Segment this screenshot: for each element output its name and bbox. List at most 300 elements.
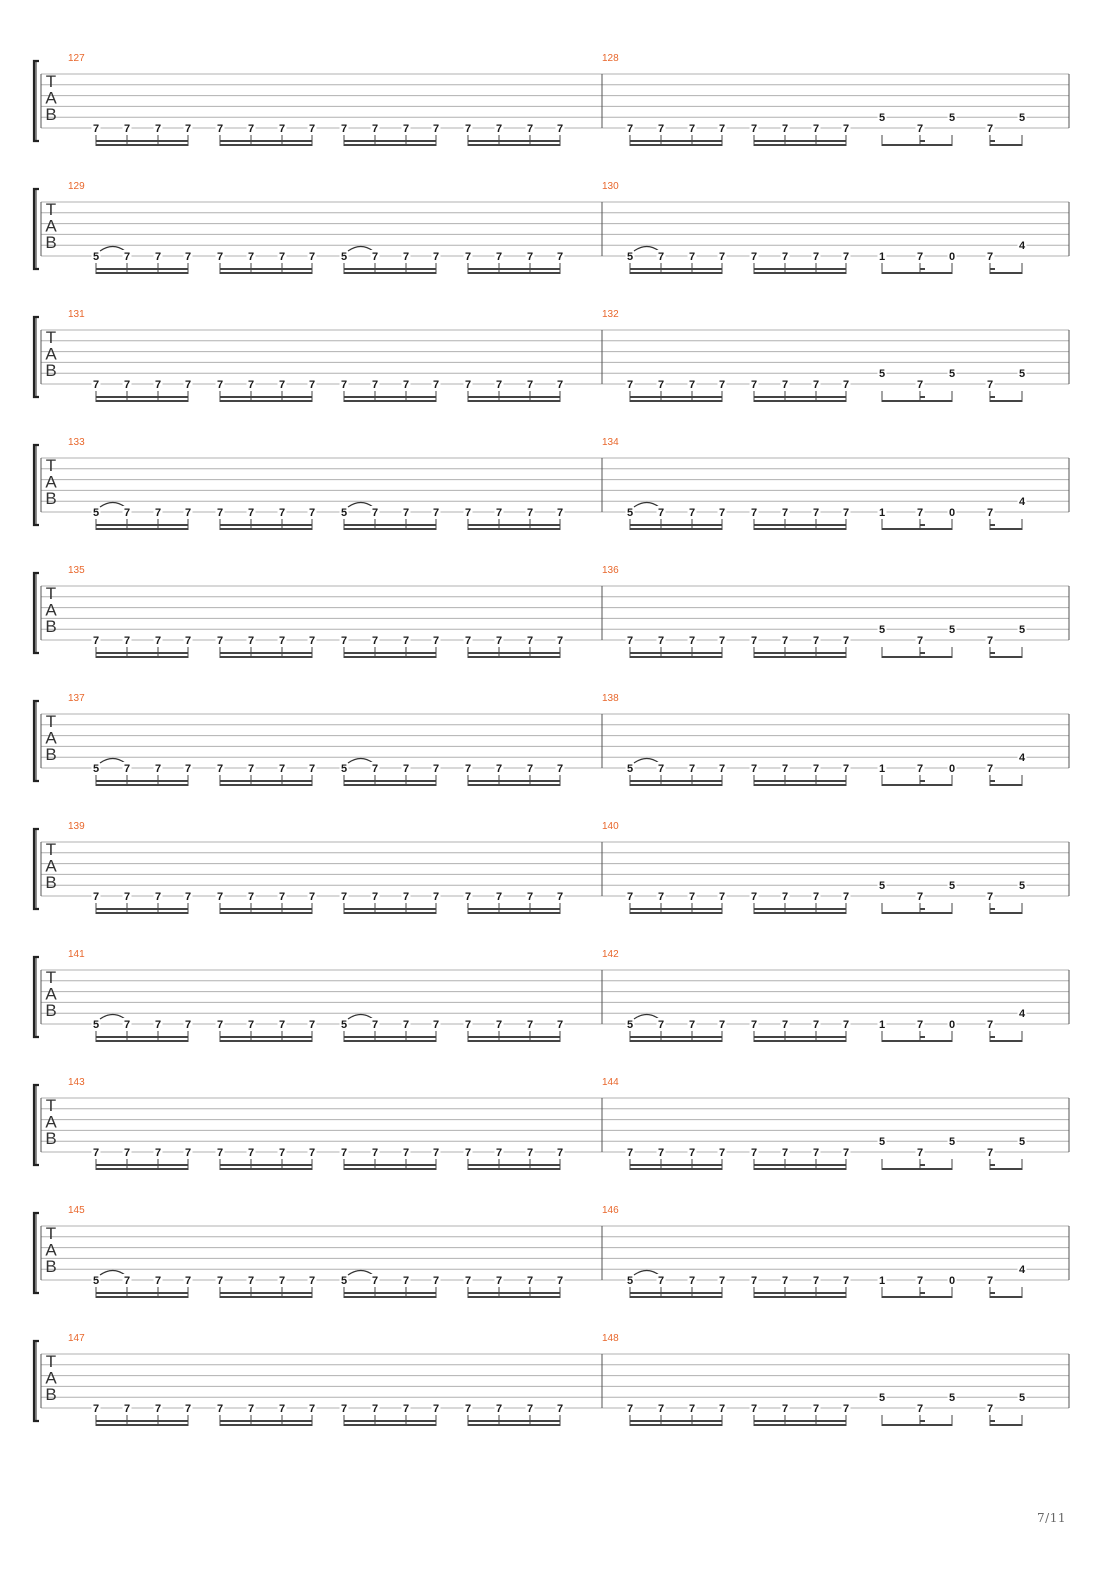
fret-number: 7: [916, 891, 924, 903]
fret-number: 7: [495, 1275, 503, 1287]
beam-primary: [882, 1424, 952, 1426]
fret-number: 0: [948, 1019, 956, 1031]
fret-number: 7: [464, 1019, 472, 1031]
beam-primary: [630, 400, 722, 402]
tab-clef-letter: T: [45, 712, 57, 731]
fret-number: 7: [308, 891, 316, 903]
fret-number: 7: [718, 507, 726, 519]
fret-number: 7: [750, 123, 758, 135]
beam-secondary: [220, 1164, 312, 1166]
fret-number: 7: [184, 763, 192, 775]
fret-number: 7: [657, 891, 665, 903]
tab-clef-letter: A: [45, 1240, 57, 1260]
fret-number: 7: [781, 123, 789, 135]
fret-number: 7: [495, 507, 503, 519]
tab-system: [34, 1077, 1069, 1170]
tab-system: [34, 693, 1069, 786]
tab-system: [34, 565, 1069, 658]
beam-primary: [468, 1168, 560, 1170]
beam-primary: [468, 400, 560, 402]
fret-number: 7: [432, 251, 440, 263]
beam-primary: [990, 784, 1022, 786]
fret-number: 7: [308, 379, 316, 391]
beam-secondary: [220, 652, 312, 654]
fret-number: 5: [948, 624, 956, 637]
fret-number: 7: [986, 379, 994, 391]
beam-primary: [990, 400, 1022, 402]
fret-number: 7: [247, 507, 255, 519]
tab-clef-letter: B: [45, 361, 57, 380]
tab-clef-letter: T: [45, 840, 57, 859]
beam-secondary: [468, 780, 560, 782]
beam-secondary: [344, 396, 436, 398]
fret-number: 7: [781, 1019, 789, 1031]
fret-number: 7: [184, 1147, 192, 1159]
fret-number: 7: [402, 1147, 410, 1159]
fret-number: 7: [216, 1403, 224, 1415]
fret-number: 7: [842, 1147, 850, 1159]
fret-number: 5: [92, 1019, 100, 1031]
fret-number: 7: [916, 1403, 924, 1415]
beam-primary: [344, 400, 436, 402]
beam-secondary: [630, 268, 722, 270]
fret-number: 7: [308, 1275, 316, 1287]
fret-number: 4: [1018, 240, 1026, 253]
slur-arc: [634, 1271, 659, 1276]
fret-number: 7: [556, 379, 564, 391]
beam-partial: [990, 396, 995, 398]
fret-number: 7: [247, 1275, 255, 1287]
fret-number: 7: [812, 763, 820, 775]
fret-number: 7: [402, 507, 410, 519]
fret-number: 5: [948, 112, 956, 125]
beam-secondary: [630, 140, 722, 142]
fret-number: 7: [308, 123, 316, 135]
beam-partial: [920, 396, 925, 398]
fret-number: 7: [123, 1275, 131, 1287]
fret-number: 7: [278, 1019, 286, 1031]
fret-number: 7: [842, 379, 850, 391]
fret-number: 7: [216, 635, 224, 647]
fret-number: 7: [986, 251, 994, 263]
fret-number: 7: [556, 1403, 564, 1415]
beam-primary: [882, 272, 952, 274]
beam-secondary: [220, 1420, 312, 1422]
tab-system: [34, 821, 1069, 914]
fret-number: 7: [154, 507, 162, 519]
beam-partial: [990, 908, 995, 910]
tab-clef-letter: B: [45, 1001, 57, 1020]
measure-number: 143: [68, 1077, 85, 1088]
beam-primary: [220, 784, 312, 786]
fret-number: 7: [718, 379, 726, 391]
fret-number: 7: [526, 891, 534, 903]
fret-number: 7: [718, 251, 726, 263]
beam-primary: [344, 1040, 436, 1042]
fret-number: 7: [464, 1147, 472, 1159]
fret-number: 7: [432, 379, 440, 391]
fret-number: 7: [718, 1147, 726, 1159]
fret-number: 7: [371, 507, 379, 519]
fret-number: 7: [556, 763, 564, 775]
fret-number: 7: [278, 1403, 286, 1415]
fret-number: 7: [495, 1403, 503, 1415]
fret-number: 7: [371, 1019, 379, 1031]
fret-number: 7: [718, 763, 726, 775]
fret-number: 7: [432, 763, 440, 775]
fret-number: 7: [216, 1147, 224, 1159]
beam-partial: [990, 268, 995, 270]
beam-secondary: [220, 396, 312, 398]
fret-number: 7: [278, 507, 286, 519]
fret-number: 7: [123, 507, 131, 519]
tab-clef-letter: T: [45, 200, 57, 219]
beam-partial: [920, 1292, 925, 1294]
beam-primary: [220, 272, 312, 274]
beam-secondary: [468, 140, 560, 142]
fret-number: 7: [526, 379, 534, 391]
beam-primary: [990, 272, 1022, 274]
tab-clef-letter: B: [45, 1385, 57, 1404]
fret-number: 7: [812, 1019, 820, 1031]
beam-secondary: [754, 1292, 846, 1294]
beam-primary: [990, 1168, 1022, 1170]
fret-number: 7: [184, 891, 192, 903]
fret-number: 7: [812, 507, 820, 519]
fret-number: 7: [842, 1019, 850, 1031]
beam-secondary: [754, 140, 846, 142]
fret-number: 7: [123, 123, 131, 135]
beam-secondary: [344, 652, 436, 654]
measure-number: 133: [68, 437, 85, 448]
fret-number: 5: [340, 1275, 348, 1287]
beam-primary: [344, 528, 436, 530]
fret-number: 7: [123, 1019, 131, 1031]
beam-primary: [96, 784, 188, 786]
beam-secondary: [630, 524, 722, 526]
fret-number: 1: [878, 1019, 886, 1031]
tab-clef-letter: A: [45, 1112, 57, 1132]
fret-number: 7: [247, 1403, 255, 1415]
beam-primary: [468, 528, 560, 530]
tab-clef-letter: A: [45, 88, 57, 108]
fret-number: 7: [657, 1019, 665, 1031]
fret-number: 5: [340, 251, 348, 263]
measure-number: 142: [602, 949, 619, 960]
beam-primary: [990, 144, 1022, 146]
fret-number: 7: [402, 635, 410, 647]
beam-primary: [344, 1296, 436, 1298]
fret-number: 7: [842, 251, 850, 263]
fret-number: 7: [92, 379, 100, 391]
slur-arc: [634, 1015, 659, 1020]
beam-primary: [96, 912, 188, 914]
fret-number: 7: [718, 891, 726, 903]
fret-number: 7: [718, 1403, 726, 1415]
fret-number: 7: [123, 891, 131, 903]
fret-number: 7: [464, 635, 472, 647]
fret-number: 7: [154, 891, 162, 903]
beam-secondary: [96, 652, 188, 654]
tab-system: [34, 1205, 1069, 1298]
beam-secondary: [468, 652, 560, 654]
fret-number: 7: [626, 891, 634, 903]
fret-number: 7: [916, 379, 924, 391]
fret-number: 5: [626, 1019, 634, 1031]
beam-secondary: [468, 1420, 560, 1422]
fret-number: 7: [92, 123, 100, 135]
beam-secondary: [468, 396, 560, 398]
beam-primary: [220, 1296, 312, 1298]
fret-number: 4: [1018, 1008, 1026, 1021]
measure-number: 147: [68, 1333, 85, 1344]
fret-number: 7: [556, 123, 564, 135]
measure-number: 148: [602, 1333, 619, 1344]
tab-clef-letter: T: [45, 584, 57, 603]
fret-number: 7: [986, 635, 994, 647]
fret-number: 7: [464, 123, 472, 135]
tab-system: [34, 181, 1069, 274]
beam-primary: [344, 784, 436, 786]
fret-number: 7: [688, 1403, 696, 1415]
fret-number: 5: [626, 1275, 634, 1287]
fret-number: 7: [495, 1147, 503, 1159]
fret-number: 7: [657, 507, 665, 519]
beam-primary: [96, 1168, 188, 1170]
fret-number: 7: [688, 891, 696, 903]
fret-number: 1: [878, 251, 886, 263]
beam-secondary: [754, 908, 846, 910]
beam-secondary: [630, 1420, 722, 1422]
fret-number: 7: [371, 1275, 379, 1287]
fret-number: 7: [657, 123, 665, 135]
fret-number: 7: [154, 763, 162, 775]
fret-number: 7: [308, 507, 316, 519]
fret-number: 7: [247, 123, 255, 135]
beam-partial: [920, 268, 925, 270]
fret-number: 7: [371, 379, 379, 391]
beam-partial: [920, 1420, 925, 1422]
fret-number: 7: [750, 635, 758, 647]
fret-number: 7: [750, 1403, 758, 1415]
fret-number: 7: [842, 123, 850, 135]
beam-secondary: [344, 1036, 436, 1038]
fret-number: 7: [986, 123, 994, 135]
fret-number: 7: [123, 1403, 131, 1415]
fret-number: 7: [308, 251, 316, 263]
beam-secondary: [344, 1292, 436, 1294]
fret-number: 7: [154, 1147, 162, 1159]
tab-clef-letter: T: [45, 1352, 57, 1371]
fret-number: 7: [688, 1147, 696, 1159]
beam-primary: [630, 1296, 722, 1298]
beam-primary: [96, 1424, 188, 1426]
beam-secondary: [220, 1036, 312, 1038]
fret-number: 7: [526, 251, 534, 263]
fret-number: 7: [781, 763, 789, 775]
fret-number: 5: [878, 112, 886, 125]
slur-arc: [634, 759, 659, 764]
beam-secondary: [754, 780, 846, 782]
fret-number: 7: [432, 635, 440, 647]
beam-primary: [754, 1424, 846, 1426]
beam-secondary: [96, 1420, 188, 1422]
beam-primary: [344, 272, 436, 274]
fret-number: 7: [216, 763, 224, 775]
beam-secondary: [344, 140, 436, 142]
beam-secondary: [754, 1420, 846, 1422]
fret-number: 7: [216, 891, 224, 903]
fret-number: 1: [878, 1275, 886, 1287]
measure-number: 134: [602, 437, 619, 448]
beam-primary: [344, 144, 436, 146]
fret-number: 7: [464, 1403, 472, 1415]
beam-primary: [96, 1040, 188, 1042]
fret-number: 7: [308, 1019, 316, 1031]
fret-number: 7: [526, 1403, 534, 1415]
beam-secondary: [630, 652, 722, 654]
measure-number: 131: [68, 309, 85, 320]
fret-number: 7: [247, 1147, 255, 1159]
beam-secondary: [96, 1292, 188, 1294]
beam-primary: [990, 528, 1022, 530]
beam-partial: [920, 780, 925, 782]
slur-arc: [100, 503, 125, 508]
beam-partial: [920, 524, 925, 526]
beam-primary: [990, 1296, 1022, 1298]
beam-secondary: [96, 140, 188, 142]
tab-clef-letter: B: [45, 489, 57, 508]
fret-number: 7: [184, 251, 192, 263]
tab-clef-letter: T: [45, 1096, 57, 1115]
tab-clef-letter: T: [45, 72, 57, 91]
beam-primary: [630, 656, 722, 658]
tab-clef-letter: B: [45, 105, 57, 124]
fret-number: 7: [278, 635, 286, 647]
fret-number: 7: [154, 379, 162, 391]
beam-secondary: [468, 268, 560, 270]
beam-secondary: [754, 1164, 846, 1166]
tab-clef-letter: T: [45, 328, 57, 347]
fret-number: 7: [123, 635, 131, 647]
fret-number: 7: [278, 1275, 286, 1287]
fret-number: 7: [812, 123, 820, 135]
fret-number: 7: [916, 1275, 924, 1287]
beam-partial: [920, 1164, 925, 1166]
fret-number: 7: [750, 507, 758, 519]
beam-secondary: [468, 1292, 560, 1294]
fret-number: 7: [495, 763, 503, 775]
fret-number: 7: [340, 1147, 348, 1159]
fret-number: 7: [750, 1019, 758, 1031]
fret-number: 5: [1018, 624, 1026, 637]
fret-number: 7: [371, 891, 379, 903]
tab-clef-letter: B: [45, 745, 57, 764]
beam-primary: [468, 272, 560, 274]
beam-partial: [920, 652, 925, 654]
tab-clef-letter: B: [45, 617, 57, 636]
measure-number: 136: [602, 565, 619, 576]
fret-number: 7: [842, 891, 850, 903]
fret-number: 4: [1018, 752, 1026, 765]
fret-number: 7: [308, 1403, 316, 1415]
beam-secondary: [96, 1164, 188, 1166]
fret-number: 7: [308, 1147, 316, 1159]
fret-number: 7: [916, 507, 924, 519]
fret-number: 7: [688, 635, 696, 647]
fret-number: 7: [750, 251, 758, 263]
fret-number: 7: [464, 1275, 472, 1287]
fret-number: 7: [278, 123, 286, 135]
fret-number: 7: [657, 379, 665, 391]
fret-number: 7: [247, 763, 255, 775]
fret-number: 7: [340, 891, 348, 903]
beam-partial: [920, 1036, 925, 1038]
fret-number: 5: [878, 1392, 886, 1405]
fret-number: 7: [371, 1403, 379, 1415]
beam-secondary: [468, 1036, 560, 1038]
fret-number: 5: [92, 1275, 100, 1287]
beam-primary: [344, 656, 436, 658]
fret-number: 5: [340, 1019, 348, 1031]
beam-primary: [630, 912, 722, 914]
tab-system: [34, 1333, 1069, 1426]
fret-number: 5: [948, 368, 956, 381]
fret-number: 7: [626, 379, 634, 391]
slur-arc: [634, 503, 659, 508]
beam-primary: [754, 1168, 846, 1170]
measure-number: 127: [68, 53, 85, 64]
slur-arc: [348, 1015, 373, 1020]
beam-partial: [990, 1164, 995, 1166]
slur-arc: [348, 503, 373, 508]
fret-number: 7: [432, 1147, 440, 1159]
beam-primary: [754, 784, 846, 786]
measure-number: 146: [602, 1205, 619, 1216]
fret-number: 7: [278, 891, 286, 903]
beam-partial: [990, 524, 995, 526]
beam-primary: [754, 656, 846, 658]
beam-secondary: [344, 1164, 436, 1166]
fret-number: 7: [688, 507, 696, 519]
beam-partial: [990, 1036, 995, 1038]
beam-primary: [882, 912, 952, 914]
beam-primary: [468, 912, 560, 914]
beam-primary: [220, 528, 312, 530]
fret-number: 1: [878, 763, 886, 775]
fret-number: 7: [781, 1403, 789, 1415]
beam-secondary: [754, 1036, 846, 1038]
fret-number: 7: [812, 251, 820, 263]
tab-clef-letter: A: [45, 1368, 57, 1388]
fret-number: 7: [432, 891, 440, 903]
beam-secondary: [96, 1036, 188, 1038]
fret-number: 7: [464, 507, 472, 519]
beam-primary: [630, 272, 722, 274]
fret-number: 7: [464, 251, 472, 263]
beam-secondary: [96, 780, 188, 782]
fret-number: 7: [688, 763, 696, 775]
fret-number: 5: [92, 763, 100, 775]
beam-secondary: [344, 268, 436, 270]
fret-number: 5: [1018, 368, 1026, 381]
fret-number: 7: [278, 1147, 286, 1159]
beam-primary: [754, 1296, 846, 1298]
fret-number: 7: [495, 379, 503, 391]
beam-primary: [630, 144, 722, 146]
fret-number: 4: [1018, 1264, 1026, 1277]
fret-number: 7: [154, 1019, 162, 1031]
